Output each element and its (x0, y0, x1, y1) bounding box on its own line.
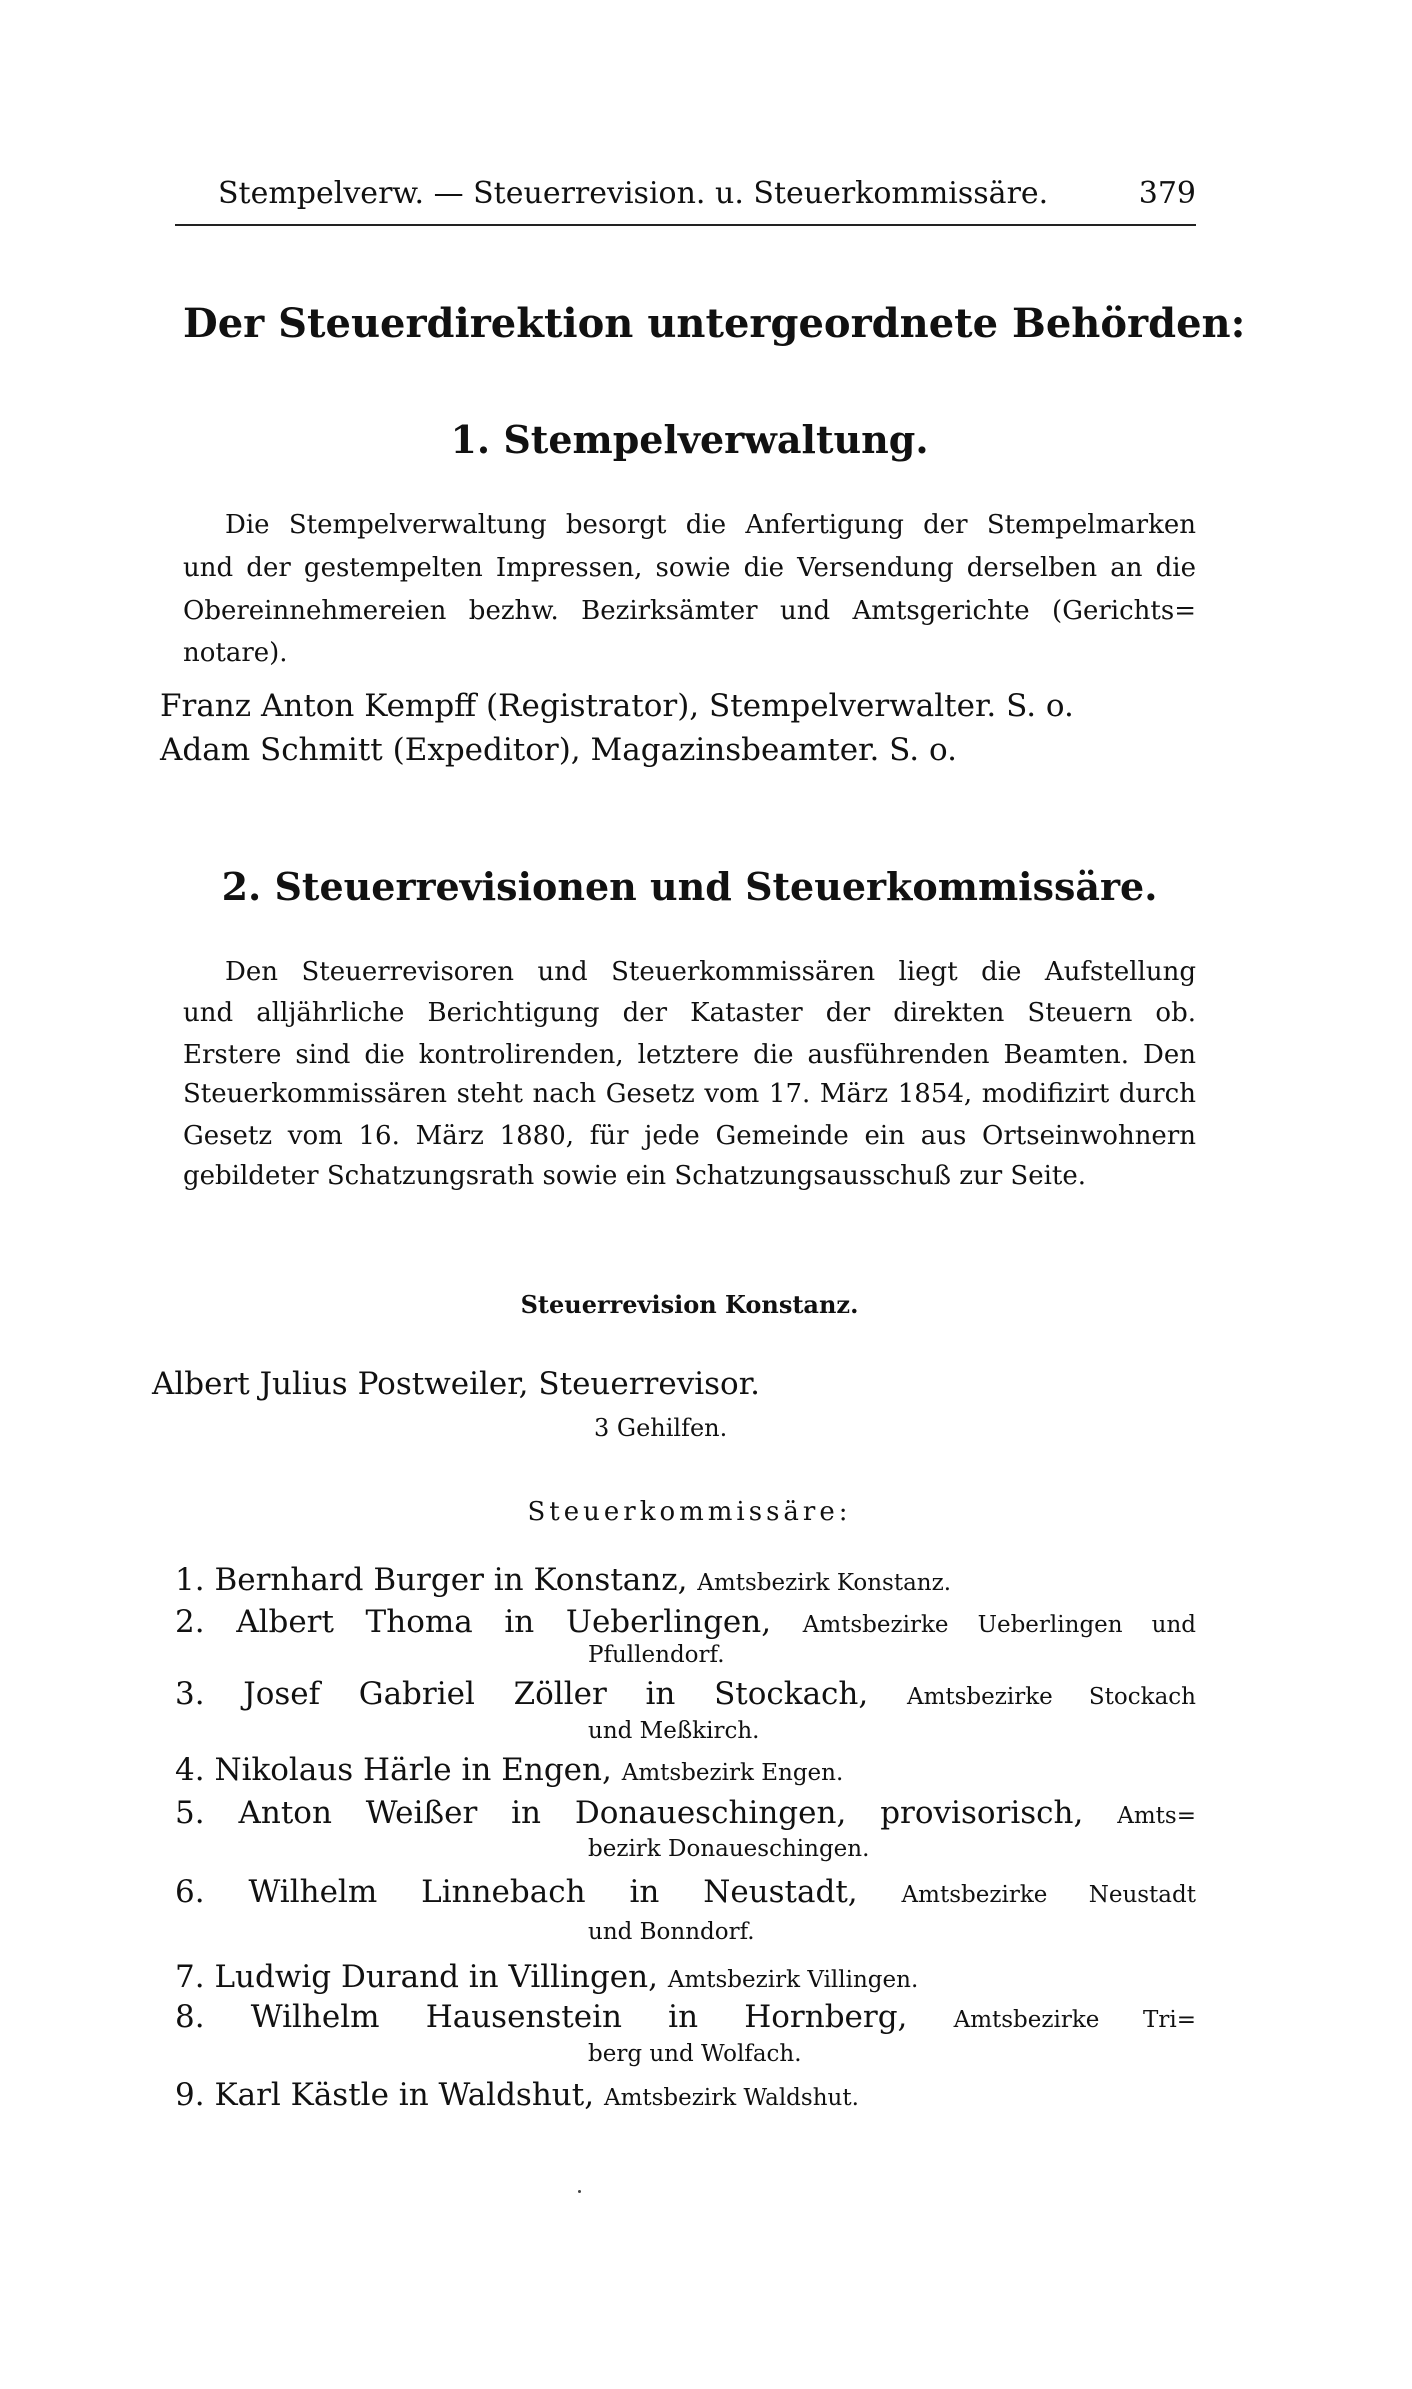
paragraph-line: Obereinnehmereien bezhw. Bezirksämter und Amtsgerichte (Gerichts= (183, 596, 1196, 626)
header-rule (175, 224, 1196, 226)
paragraph-line: und der gestempelten Impressen, sowie die Versendung derselben an die (183, 553, 1196, 583)
list-item: 6. Wilhelm Linnebach in Neustadt, Amtsbezirke Neustadt (175, 1874, 1196, 1910)
page-title: Der Steuerdirektion untergeordnete Behörden: (183, 300, 1246, 347)
print-speck (578, 2190, 581, 2193)
list-item: 9. Karl Kästle in Waldshut, Amtsbezirk Waldshut. (175, 2077, 859, 2113)
paragraph-line: gebildeter Schatzungsrath sowie ein Schatzungsausschuß zur Seite. (183, 1161, 1087, 1191)
list-item-continuation: berg und Wolfach. (588, 2041, 802, 2067)
list-item: 5. Anton Weißer in Donaueschingen, provisorisch, Amts= (175, 1795, 1196, 1831)
list-item: 7. Ludwig Durand in Villingen, Amtsbezirk Villingen. (175, 1959, 919, 1995)
staff-entry: Franz Anton Kempff (Registrator), Stempelverwalter. S. o. (160, 688, 1074, 724)
revisor-entry: Albert Julius Postweiler, Steuerrevisor. (152, 1366, 760, 1402)
paragraph-line: Gesetz vom 16. März 1880, für jede Gemeinde ein aus Ortseinwohnern (183, 1121, 1196, 1151)
paragraph-line: notare). (183, 638, 288, 668)
paragraph-line: Steuerkommissären steht nach Gesetz vom 17. März 1854, modifizirt durch (183, 1079, 1196, 1109)
running-title: Stempelverw. — Steuerrevision. u. Steuerkommissäre. (218, 176, 1049, 211)
page-number: 379 (1138, 176, 1196, 211)
list-item: 4. Nikolaus Härle in Engen, Amtsbezirk Engen. (175, 1752, 844, 1788)
list-item: 2. Albert Thoma in Ueberlingen, Amtsbezirke Ueberlingen und (175, 1604, 1196, 1640)
list-item: 3. Josef Gabriel Zöller in Stockach, Amtsbezirke Stockach (175, 1676, 1197, 1712)
subheading-konstanz: Steuerrevision Konstanz. (520, 1290, 859, 1319)
list-item: 1. Bernhard Burger in Konstanz, Amtsbezirk Konstanz. (175, 1562, 952, 1598)
paragraph-line: Erstere sind die kontrolirenden, letztere die ausführenden Beamten. Den (183, 1040, 1196, 1070)
list-item-continuation: und Meßkirch. (588, 1718, 760, 1744)
list-item-continuation: Pfullendorf. (588, 1642, 725, 1668)
running-header (218, 176, 1196, 211)
assistants-count: 3 Gehilfen. (594, 1414, 728, 1442)
list-item-continuation: und Bonndorf. (588, 1919, 755, 1945)
section-heading-1: 1. Stempelverwaltung. (450, 417, 929, 462)
list-item: 8. Wilhelm Hausenstein in Hornberg, Amtsbezirke Tri= (175, 1999, 1196, 2035)
staff-entry: Adam Schmitt (Expeditor), Magazinsbeamter. S. o. (160, 732, 957, 768)
list-item-continuation: bezirk Donaueschingen. (588, 1836, 870, 1862)
paragraph-line: Den Steuerrevisoren und Steuerkommissären liegt die Aufstellung (225, 957, 1196, 987)
paragraph-line: und alljährliche Berichtigung der Kataster der direkten Steuern ob. (183, 998, 1196, 1028)
section-heading-2: 2. Steuerrevisionen und Steuerkommissäre. (221, 864, 1158, 909)
commissioners-heading: Steuerkommissäre: (527, 1497, 852, 1527)
paragraph-line: Die Stempelverwaltung besorgt die Anfertigung der Stempelmarken (225, 510, 1196, 540)
